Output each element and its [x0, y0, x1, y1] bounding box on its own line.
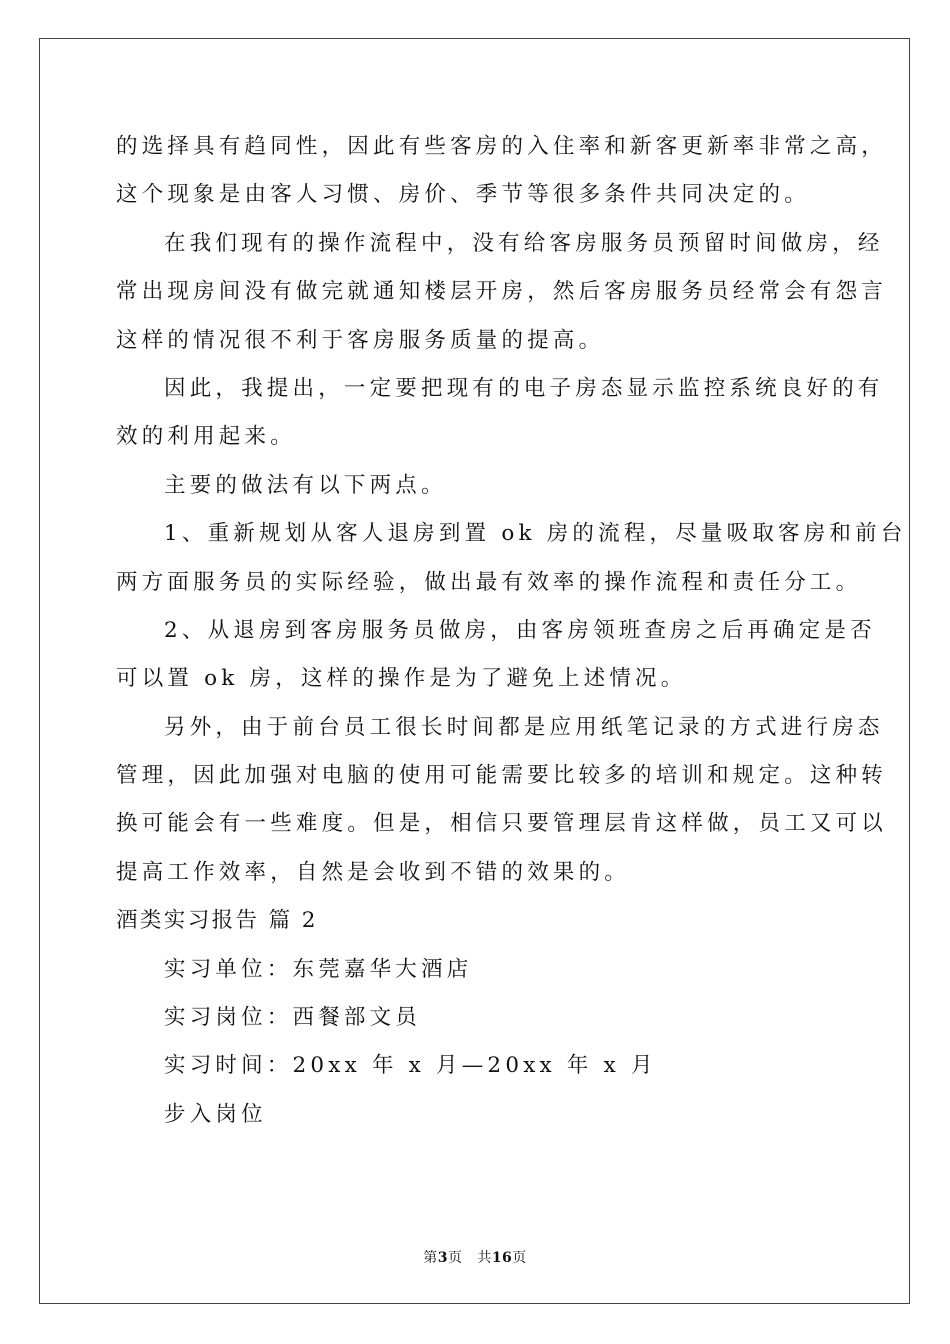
internship-period: 实习时间：20xx 年 x 月—20xx 年 x 月 — [164, 1053, 657, 1079]
text-line: 可以置 ok 房，这样的操作是为了避免上述情况。 — [116, 666, 687, 692]
page-number: 3 — [437, 1250, 448, 1266]
text-line: 这样的情况很不利于客房服务质量的提高。 — [116, 327, 605, 353]
text-line: 这个现象是由客人习惯、房价、季节等很多条件共同决定的。 — [116, 182, 810, 208]
paragraph-start-line: 另外，由于前台员工很长时间都是应用纸笔记录的方式进行房态 — [164, 714, 884, 740]
text-line: 效的利用起来。 — [116, 424, 296, 450]
page-prefix: 第 — [423, 1250, 438, 1266]
total-pages: 16 — [491, 1250, 513, 1266]
page-unit: 页 — [447, 1250, 463, 1266]
text-line: 两方面服务员的实际经验，做出最有效率的操作流程和责任分工。 — [116, 569, 862, 595]
text-line: 换可能会有一些难度。但是，相信只要管理层肯这样做，员工又可以 — [116, 811, 888, 837]
subsection-heading: 步入岗位 — [164, 1101, 267, 1127]
section-heading: 酒类实习报告 篇 2 — [116, 908, 318, 934]
list-item-1: 1、重新规划从客人退房到置 ok 房的流程，尽量吸取客房和前台 — [164, 521, 907, 547]
page-footer — [0, 1247, 950, 1267]
total-unit: 页 — [512, 1250, 527, 1266]
document-body — [116, 126, 907, 1142]
paragraph-start-line: 因此，我提出，一定要把现有的电子房态显示监控系统良好的有 — [164, 375, 884, 401]
paragraph-start-line: 主要的做法有以下两点。 — [164, 472, 447, 498]
paragraph-start-line: 在我们现有的操作流程中，没有给客房服务员预留时间做房，经 — [164, 230, 884, 256]
text-line: 管理，因此加强对电脑的使用可能需要比较多的培训和规定。这种转 — [116, 763, 888, 789]
list-item-2: 2、从退房到客房服务员做房，由客房领班查房之后再确定是否 — [164, 617, 876, 643]
text-line: 提高工作效率，自然是会收到不错的效果的。 — [116, 859, 631, 885]
internship-position: 实习岗位：西餐部文员 — [164, 1005, 422, 1031]
total-prefix: 共 — [477, 1250, 492, 1266]
text-line: 的选择具有趋同性，因此有些客房的入住率和新客更新率非常之高， — [116, 134, 888, 159]
internship-unit: 实习单位：东莞嘉华大酒店 — [164, 956, 473, 982]
text-line: 常出现房间没有做完就通知楼层开房，然后客房服务员经常会有怨言 — [116, 279, 888, 305]
